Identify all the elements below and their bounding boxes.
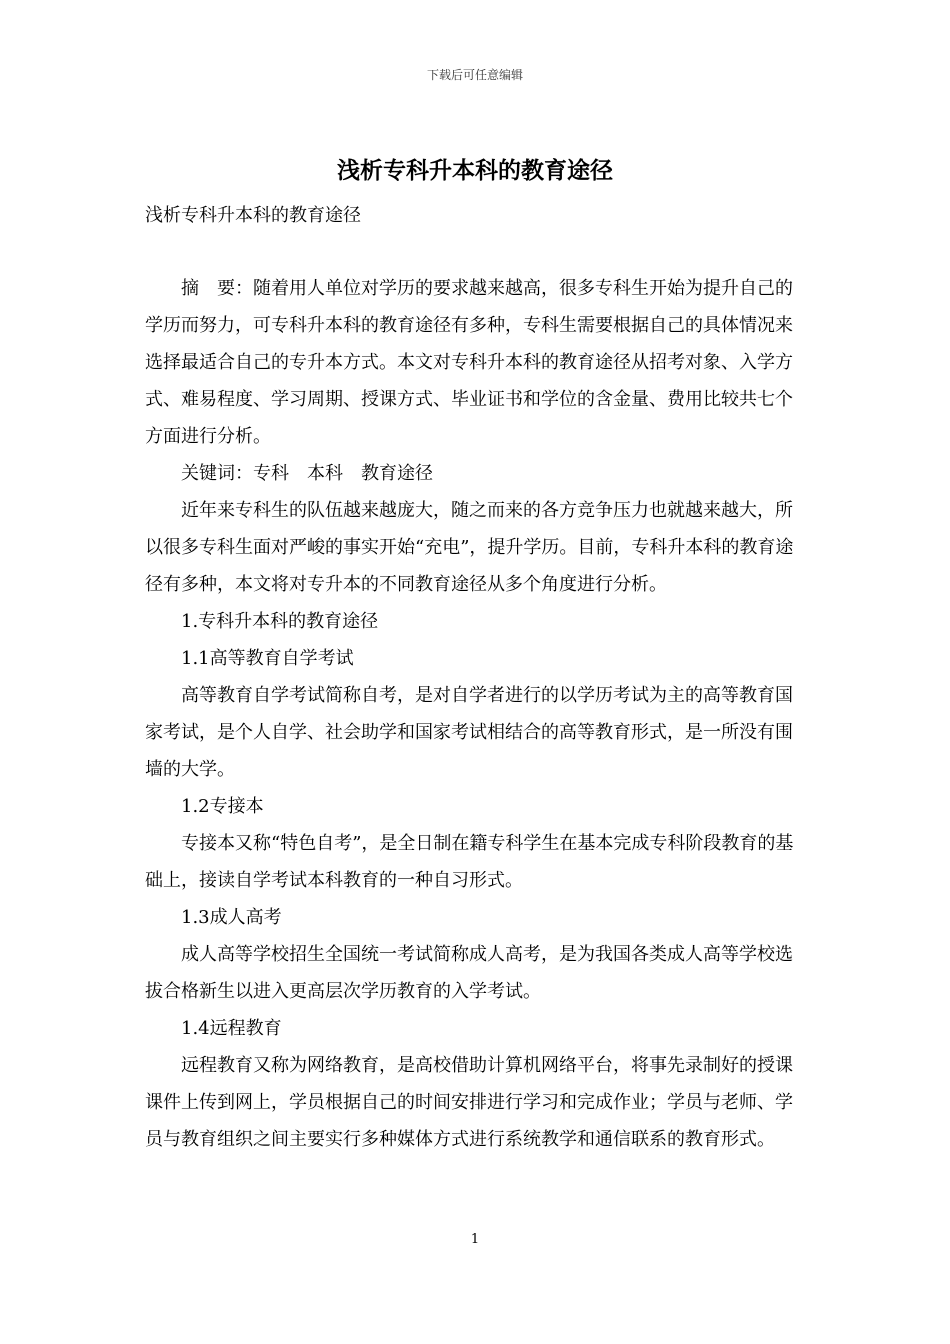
body-paragraph-1-2: 专接本又称“特色自考”，是全日制在籍专科学生在基本完成专科阶段教育的基础上，接读自学考试本科教育的一种自习形式。	[145, 833, 794, 891]
keywords-paragraph: 关键词：专科 本科 教育途径	[181, 463, 433, 484]
section-heading-1-1: 1.1高等教育自学考试	[181, 648, 354, 669]
section-heading-1-4: 1.4远程教育	[181, 1018, 282, 1039]
abstract-paragraph: 摘 要：随着用人单位对学历的要求越来越高，很多专科生开始为提升自己的学历而努力，可专科升本科的教育途径有多种，专科生需要根据自己的具体情况来选择最适合自己的专升本方式。本文对专科升本科的教育途径从招考对象、入学方式、难易程度、学习周期、授课方式、毕业证书和学位的含金量、费用比较共七个方面进行分析。	[145, 278, 793, 447]
intro-paragraph: 近年来专科生的队伍越来越庞大，随之而来的各方竞争压力也就越来越大，所以很多专科生面对严峻的事实开始“充电”，提升学历。目前，专科升本科的教育途径有多种，本文将对专升本的不同教育途径从多个角度进行分析。	[145, 500, 794, 595]
document-title: 浅析专科升本科的教育途径	[337, 157, 613, 184]
page-number: 1	[470, 1232, 480, 1247]
section-heading-1-3: 1.3成人高考	[181, 907, 282, 928]
body-paragraph-1-4: 远程教育又称为网络教育，是高校借助计算机网络平台，将事先录制好的授课课件上传到网上，学员根据自己的时间安排进行学习和完成作业；学员与老师、学员与教育组织之间主要实行多种媒体方式进行系统教学和通信联系的教育形式。	[145, 1055, 793, 1150]
section-heading-1: 1.专科升本科的教育途径	[181, 611, 379, 632]
document-body	[145, 197, 810, 1158]
body-paragraph-1-3: 成人高等学校招生全国统一考试简称成人高考，是为我国各类成人高等学校选拔合格新生以进入更高层次学历教育的入学考试。	[145, 944, 793, 1002]
header-note: 下载后可任意编辑	[426, 68, 523, 82]
body-paragraph-1-1: 高等教育自学考试简称自考，是对自学者进行的以学历考试为主的高等教育国家考试，是个人自学、社会助学和国家考试相结合的高等教育形式，是一所没有围墙的大学。	[145, 685, 793, 780]
document-subtitle: 浅析专科升本科的教育途径	[145, 205, 361, 226]
section-heading-1-2: 1.2专接本	[181, 796, 264, 817]
